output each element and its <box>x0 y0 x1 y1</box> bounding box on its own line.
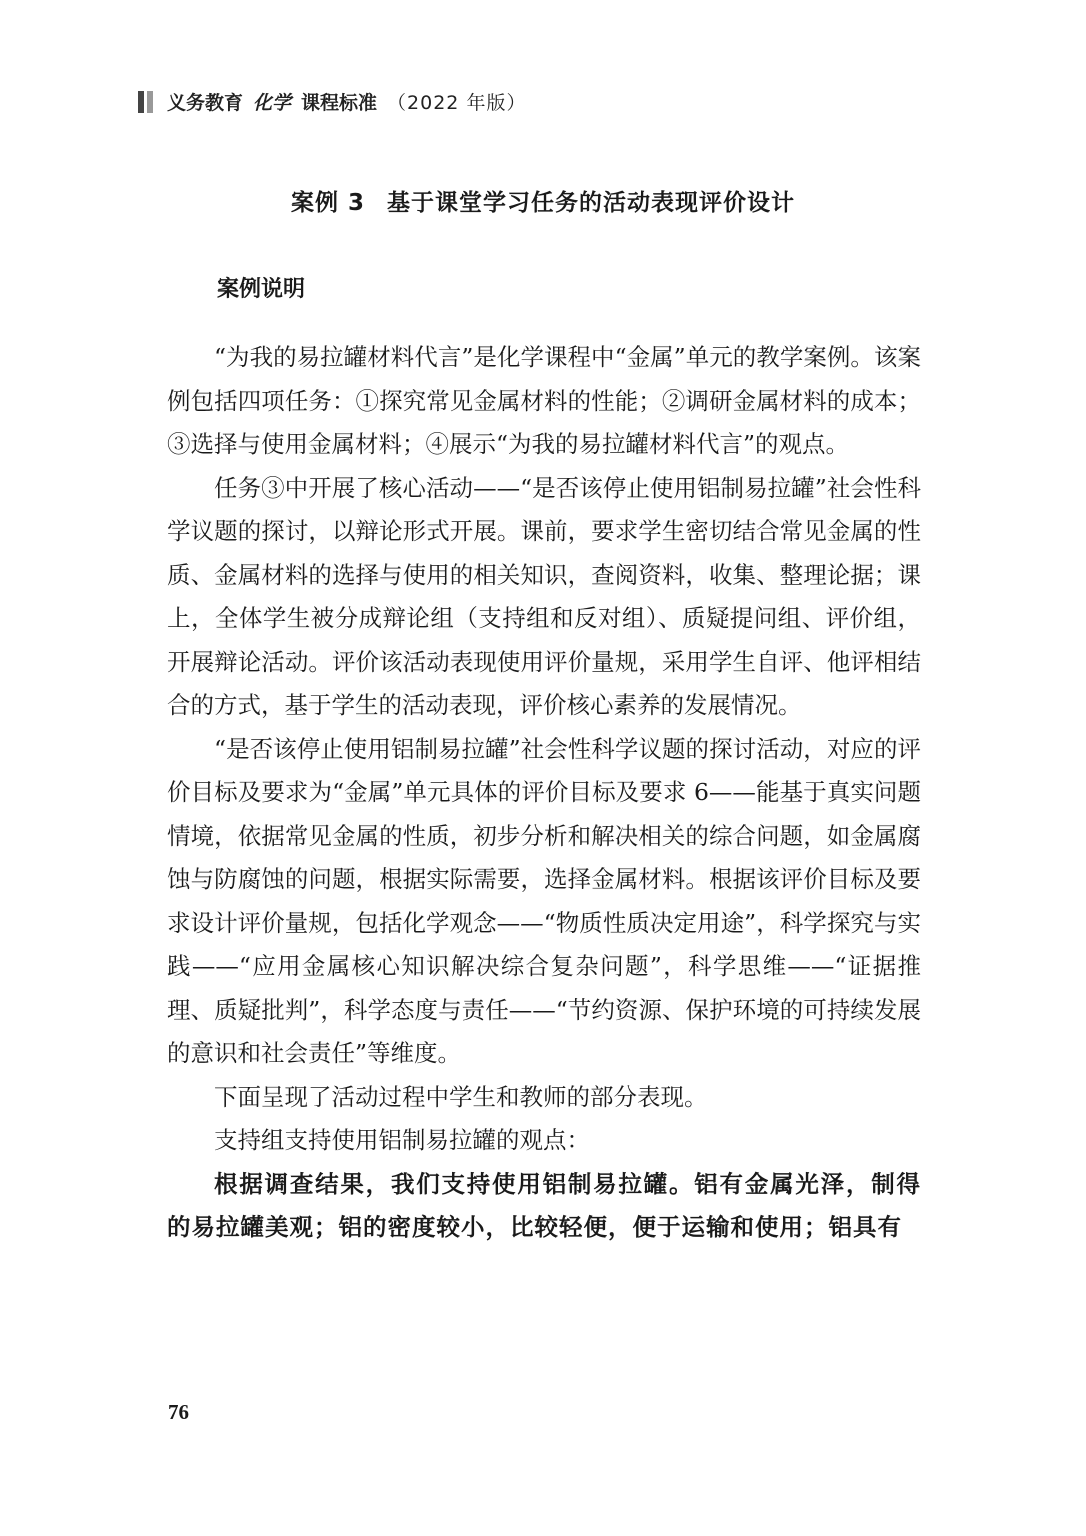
paragraph-evaluation-goals: “是否该停止使用铝制易拉罐”社会性科学议题的探讨活动，对应的评价目标及要求为“金属”单元具体的评价目标及要求 6——能基于真实问题情境，依据常见金属的性质，初步分析和解决相关的综合问题，如金属腐蚀与防腐蚀的问题，根据实际需要，选择金属材料。根据该评价目标及要求设计评价量规，包括化学观念——“物质性质决定用途”，科学探究与实践——“应用金属核心知识解决综合复杂问题”，科学思维——“证据推理、质疑批判”，科学态度与责任——“节约资源、保护环境的可持续发展的意识和社会责任”等维度。 <box>167 734 921 1067</box>
running-header <box>138 88 526 115</box>
header-book-suffix: 课程标准 <box>301 92 378 114</box>
case-number: 案例 3 <box>290 190 365 216</box>
header-edition: （2022 年版） <box>387 92 527 114</box>
header-subject: 化学 <box>253 92 292 114</box>
header-bar-marks <box>138 91 153 113</box>
page-number: 76 <box>168 1400 189 1424</box>
case-title <box>0 184 1086 217</box>
header-mark-dark <box>138 91 144 113</box>
case-title-text: 基于课堂学习任务的活动表现评价设计 <box>387 190 795 216</box>
header-mark-light <box>147 91 153 113</box>
paragraph-support-group: 支持组支持使用铝制易拉罐的观点： <box>214 1126 590 1154</box>
body-text <box>167 336 921 1250</box>
paragraph-performance-intro: 下面呈现了活动过程中学生和教师的部分表现。 <box>214 1082 708 1111</box>
student-statement: 根据调查结果，我们支持使用铝制易拉罐。铝有金属光泽，制得的易拉罐美观；铝的密度较小，比较轻便，便于运输和使用；铝具有 <box>167 1169 921 1241</box>
header-book-prefix: 义务教育 <box>167 92 244 114</box>
section-heading: 案例说明 <box>217 277 306 302</box>
paragraph-intro: “为我的易拉罐材料代言”是化学课程中“金属”单元的教学案例。该案例包括四项任务：①探究常见金属材料的性能；②调研金属材料的成本；③选择与使用金属材料；④展示“为我的易拉罐材料代言”的观点。 <box>167 343 921 458</box>
paragraph-task-three: 任务③中开展了核心活动——“是否该停止使用铝制易拉罐”社会性科学议题的探讨，以辩论形式开展。课前，要求学生密切结合常见金属的性质、金属材料的选择与使用的相关知识，查阅资料，收集、整理论据；课上，全体学生被分成辩论组（支持组和反对组）、质疑提问组、评价组，开展辩论活动。评价该活动表现使用评价量规，采用学生自评、他评相结合的方式，基于学生的活动表现，评价核心素养的发展情况。 <box>167 473 921 719</box>
